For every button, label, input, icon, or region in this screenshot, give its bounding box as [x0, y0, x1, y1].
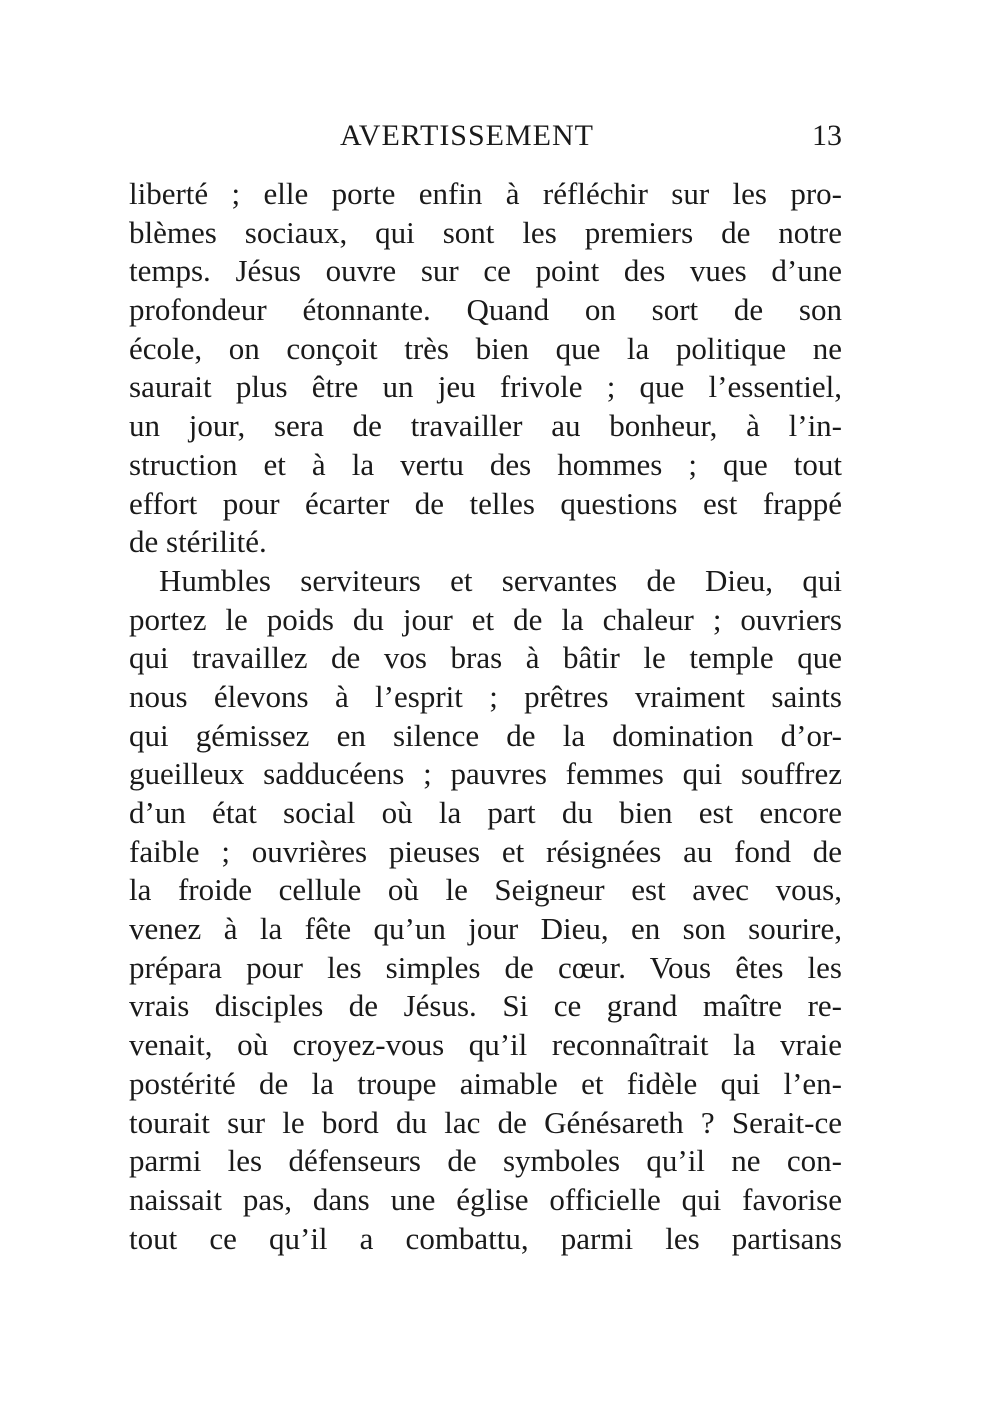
text-line: tourait sur le bord du lac de Génésareth ? Serait-ce	[129, 1104, 842, 1140]
text-line: saurait plus être un jeu frivole ; que l’essentiel,	[129, 369, 842, 405]
text-line: de stérilité.	[129, 524, 267, 560]
text-line: qui gémissez en silence de la domination d’or-	[129, 717, 842, 753]
text-line: profondeur étonnante. Quand on sort de son	[129, 292, 842, 328]
text-line: parmi les défenseurs de symboles qu’il ne con-	[129, 1143, 842, 1179]
text-line: effort pour écarter de telles questions est frappé	[129, 485, 842, 521]
text-line: blèmes sociaux, qui sont les premiers de notre	[129, 214, 842, 250]
text-line: naissait pas, dans une église officielle qui favorise	[129, 1181, 842, 1217]
text-line: Humbles serviteurs et servantes de Dieu, qui	[159, 562, 842, 598]
text-line: faible ; ouvrières pieuses et résignées au fond de	[129, 833, 842, 869]
text-line: temps. Jésus ouvre sur ce point des vues d’une	[129, 253, 842, 289]
running-header	[0, 116, 1000, 156]
text-line: prépara pour les simples de cœur. Vous êtes les	[129, 949, 842, 985]
text-line: postérité de la troupe aimable et fidèle qui l’en-	[129, 1065, 842, 1101]
text-line: la froide cellule où le Seigneur est avec vous,	[129, 872, 842, 908]
page-title: AVERTISSEMENT	[340, 119, 594, 152]
text-line: struction et à la vertu des hommes ; que tout	[129, 446, 842, 482]
text-line: qui travaillez de vos bras à bâtir le temple que	[129, 640, 842, 676]
text-line: portez le poids du jour et de la chaleur ; ouvriers	[129, 601, 842, 637]
text-line: venez à la fête qu’un jour Dieu, en son sourire,	[129, 911, 842, 947]
text-line: école, on conçoit très bien que la politique ne	[129, 330, 842, 366]
text-line: liberté ; elle porte enfin à réfléchir sur les pro-	[129, 176, 842, 211]
text-line: vrais disciples de Jésus. Si ce grand maître re-	[129, 988, 842, 1024]
body-text	[129, 175, 842, 1258]
text-line: d’un état social où la part du bien est encore	[129, 795, 842, 830]
text-line: tout ce qu’il a combattu, parmi les partisans	[129, 1220, 842, 1256]
text-line: gueilleux sadducéens ; pauvres femmes qui souffrez	[129, 756, 842, 792]
page-number: 13	[812, 119, 842, 152]
text-line: venait, où croyez-vous qu’il reconnaîtrait la vraie	[129, 1027, 842, 1063]
text-line: un jour, sera de travailler au bonheur, à l’in-	[129, 408, 842, 444]
text-line: nous élevons à l’esprit ; prêtres vraiment saints	[129, 678, 842, 714]
